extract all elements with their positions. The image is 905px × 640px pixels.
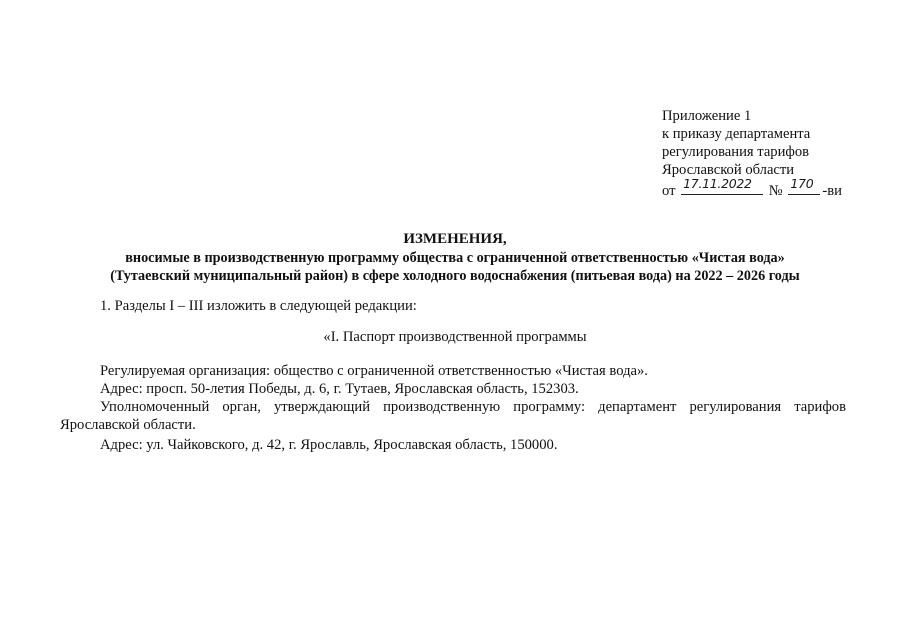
section-title: «I. Паспорт производственной программы bbox=[323, 329, 587, 345]
authority-address-paragraph: Адрес: ул. Чайковского, д. 42, г. Ярославль, Ярославская область, 150000. bbox=[100, 437, 558, 453]
appendix-order-line bbox=[662, 176, 892, 199]
appendix-line-1: Приложение 1 bbox=[662, 108, 752, 124]
appendix-line-3: регулирования тарифов bbox=[662, 144, 810, 160]
appendix-line-2: к приказу департамента bbox=[662, 126, 811, 142]
appendix-block bbox=[662, 107, 892, 197]
authority-paragraph-line-1: Уполномоченный орган, утверждающий производственную программу: департамент регулирования тарифов bbox=[100, 399, 846, 415]
appendix-line-4: Ярославской области bbox=[662, 162, 795, 178]
handwritten-number: 170 bbox=[790, 176, 814, 191]
org-address-paragraph: Адрес: просп. 50-летия Победы, д. 6, г. Тутаев, Ярославская область, 152303. bbox=[100, 381, 579, 397]
order-date-field bbox=[681, 176, 763, 195]
authority-paragraph-line-2: Ярославской области. bbox=[60, 417, 196, 433]
order-number-field bbox=[788, 176, 820, 195]
number-suffix: -ви bbox=[822, 183, 842, 199]
item-1-paragraph: 1. Разделы I – III изложить в следующей редакции: bbox=[100, 298, 417, 314]
handwritten-date: 17.11.2022 bbox=[683, 176, 752, 191]
document-title: ИЗМЕНЕНИЯ, bbox=[403, 231, 507, 247]
regulated-org-paragraph: Регулируемая организация: общество с ограниченной ответственностью «Чистая вода». bbox=[100, 363, 648, 379]
document-subtitle-line-1: вносимые в производственную программу общества с ограниченной ответственностью «Чистая вода» bbox=[125, 250, 785, 266]
document-subtitle-line-2: (Тутаевский муниципальный район) в сфере холодного водоснабжения (питьевая вода) на 2022 – 2026 годы bbox=[110, 268, 800, 284]
from-label: от bbox=[662, 183, 676, 199]
number-label: № bbox=[768, 183, 783, 199]
